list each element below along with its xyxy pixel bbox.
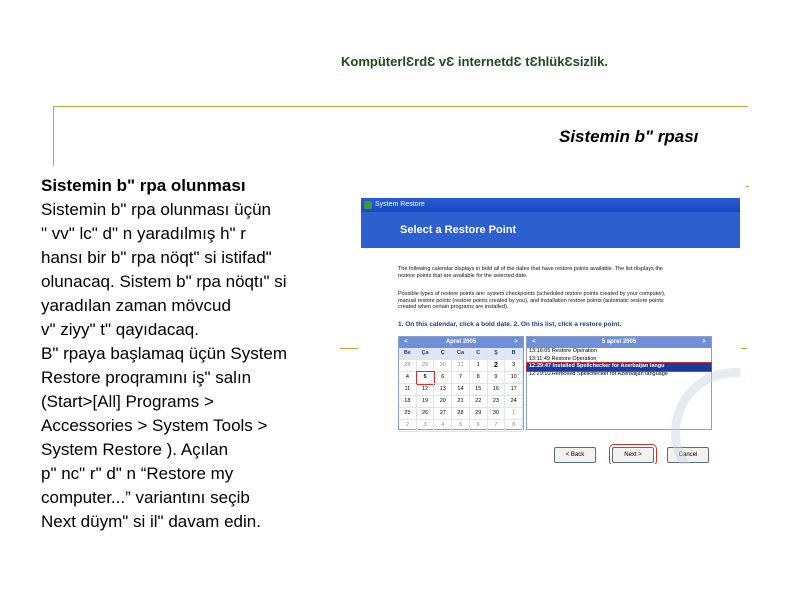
calendar-day[interactable]: 30: [488, 408, 506, 420]
calendar-day[interactable]: 6: [470, 420, 488, 432]
section-title: Sistemin b" rpası: [559, 127, 699, 146]
calendar-day[interactable]: 7: [488, 420, 506, 432]
intro-line: The following calendar displays in bold all of the dates that have restore points available. The list displays the: [398, 266, 663, 272]
body-line: Sistemin b" rpa olunması üçün: [41, 200, 271, 219]
calendar-day[interactable]: 26: [417, 408, 435, 420]
calendar-day[interactable]: 8: [470, 372, 488, 384]
intro-text: [398, 266, 728, 279]
divider-mid: [340, 348, 358, 349]
calendar-day[interactable]: 19: [417, 396, 435, 408]
calendar-day[interactable]: 20: [434, 396, 452, 408]
divider-tick: [741, 348, 747, 349]
body-line: System Restore ). Açılan: [41, 440, 229, 459]
calendar-day[interactable]: 30: [434, 360, 452, 372]
calendar-day[interactable]: 14: [452, 384, 470, 396]
calendar-weekday: C: [470, 348, 488, 360]
calendar-weekday: Be: [399, 348, 417, 360]
calendar-day[interactable]: 1: [470, 360, 488, 372]
calendar-day[interactable]: 2: [399, 420, 417, 432]
calendar-day[interactable]: 9: [488, 372, 506, 384]
body-text: [41, 174, 341, 534]
body-heading: Sistemin b" rpa olunması: [41, 176, 246, 195]
calendar-weekday: Ça: [417, 348, 435, 360]
calendar-grid: [399, 348, 523, 432]
window-titlebar: [361, 198, 740, 212]
body-line: yaradılan zaman mövcud: [41, 296, 231, 315]
wizard-banner: [361, 212, 740, 248]
calendar-weekday: Ç: [434, 348, 452, 360]
calendar-day[interactable]: 29: [470, 408, 488, 420]
banner-title: Select a Restore Point: [400, 224, 517, 236]
calendar-day[interactable]: 25: [399, 408, 417, 420]
calendar-day[interactable]: 2: [488, 360, 506, 372]
body-line: olunacaq. Sistem b" rpa nöqtı" si: [41, 272, 287, 291]
list-header: [527, 337, 711, 348]
body-line: hansı bir b" rpa nöqt" si istifad": [41, 248, 272, 267]
back-button[interactable]: < Back: [554, 447, 596, 463]
calendar-day[interactable]: 31: [452, 360, 470, 372]
types-line: manual restore points (restore points created by you), and installation restore points (automatic restore points: [398, 297, 664, 304]
calendar-day[interactable]: 10: [505, 372, 523, 384]
body-line: Accessories > System Tools >: [41, 416, 268, 435]
divider-tick: [746, 186, 749, 187]
body-line: p" nc" r" d" n “Restore my: [41, 464, 234, 483]
list-date: 5 aprel 2005: [601, 339, 637, 345]
calendar-day[interactable]: 27: [434, 408, 452, 420]
calendar-day[interactable]: 11: [399, 384, 417, 396]
calendar-day[interactable]: 17: [505, 384, 523, 396]
types-text: [398, 291, 728, 311]
calendar-day[interactable]: 22: [470, 396, 488, 408]
calendar-next-button[interactable]: >: [514, 339, 518, 345]
calendar-day[interactable]: 1: [505, 408, 523, 420]
calendar-day[interactable]: 6: [434, 372, 452, 384]
calendar-header: [399, 337, 523, 348]
body-line: (Start>[All] Programs >: [41, 392, 214, 411]
calendar-day[interactable]: 28: [399, 360, 417, 372]
body-line: Next düym" si il" davam edin.: [41, 512, 261, 531]
calendar-weekday: Ş: [488, 348, 506, 360]
divider-top: [53, 106, 748, 107]
calendar-day[interactable]: 5: [452, 420, 470, 432]
calendar-day[interactable]: 3: [417, 420, 435, 432]
calendar-day[interactable]: 3: [505, 360, 523, 372]
calendar-day[interactable]: 21: [452, 396, 470, 408]
body-line: Restore proqramını iş" salın: [41, 368, 252, 387]
restore-point-item[interactable]: 13:11:49 Restore Operation: [529, 355, 597, 362]
types-line: created when certain programs are installed).: [398, 304, 509, 310]
calendar-day[interactable]: 16: [488, 384, 506, 396]
calendar-month: Aprel 2005: [445, 339, 477, 345]
calendar-day-selected[interactable]: 5: [417, 372, 435, 384]
header-title: KompüterlƐrdƐ vƐ internetdƐ tƐhlükƐsizlik.: [341, 54, 609, 69]
calendar-day[interactable]: 4: [434, 420, 452, 432]
calendar-day[interactable]: 18: [399, 396, 417, 408]
calendar-day[interactable]: 29: [417, 360, 435, 372]
body-line: " vv" lc" d" n yaradılmış h" r: [41, 224, 246, 243]
next-button[interactable]: Next >: [612, 447, 654, 463]
restore-calendar[interactable]: [398, 336, 524, 430]
calendar-day[interactable]: 28: [452, 408, 470, 420]
calendar-weekday: Ca: [452, 348, 470, 360]
calendar-day[interactable]: 12: [417, 384, 435, 396]
step-instructions: 1. On this calendar, click a bold date. 2. On this list, click a restore point.: [398, 321, 622, 328]
intro-line: restore points that are available for the selected date.: [398, 272, 528, 279]
restore-point-item[interactable]: 12:29:10 Removed Spellchecker for Azerbaijan language: [529, 370, 668, 377]
calendar-day[interactable]: 23: [488, 396, 506, 408]
calendar-day[interactable]: 7: [452, 372, 470, 384]
calendar-day[interactable]: 15: [470, 384, 488, 396]
restore-point-item[interactable]: 13:16:05 Restore Operation: [529, 348, 597, 354]
body-line: computer...” variantını seçib: [41, 488, 250, 507]
list-prev-button[interactable]: <: [532, 339, 536, 345]
calendar-day[interactable]: 24: [505, 396, 523, 408]
system-restore-icon: [364, 201, 372, 209]
calendar-day[interactable]: 13: [434, 384, 452, 396]
list-next-button[interactable]: >: [702, 339, 706, 345]
system-restore-screenshot: [361, 198, 740, 464]
body-line: v" ziyy" t" qayıdacaq.: [41, 320, 199, 339]
body-line: B" rpaya başlamaq üçün System: [41, 344, 288, 363]
window-title: System Restore: [375, 201, 425, 208]
divider-left: [53, 106, 54, 166]
types-line: Possible types of restore points are: system checkpoints (scheduled restore points created by your computer),: [398, 291, 666, 297]
calendar-day[interactable]: 8: [505, 420, 523, 432]
calendar-weekday: B: [505, 348, 523, 360]
calendar-day[interactable]: 4: [399, 372, 417, 384]
calendar-prev-button[interactable]: <: [404, 339, 408, 345]
restore-point-item-selected[interactable]: 12:29:47 Installed Spellchecker for Azerbaijan langu: [527, 363, 711, 371]
cancel-button[interactable]: Cancel: [667, 447, 709, 463]
